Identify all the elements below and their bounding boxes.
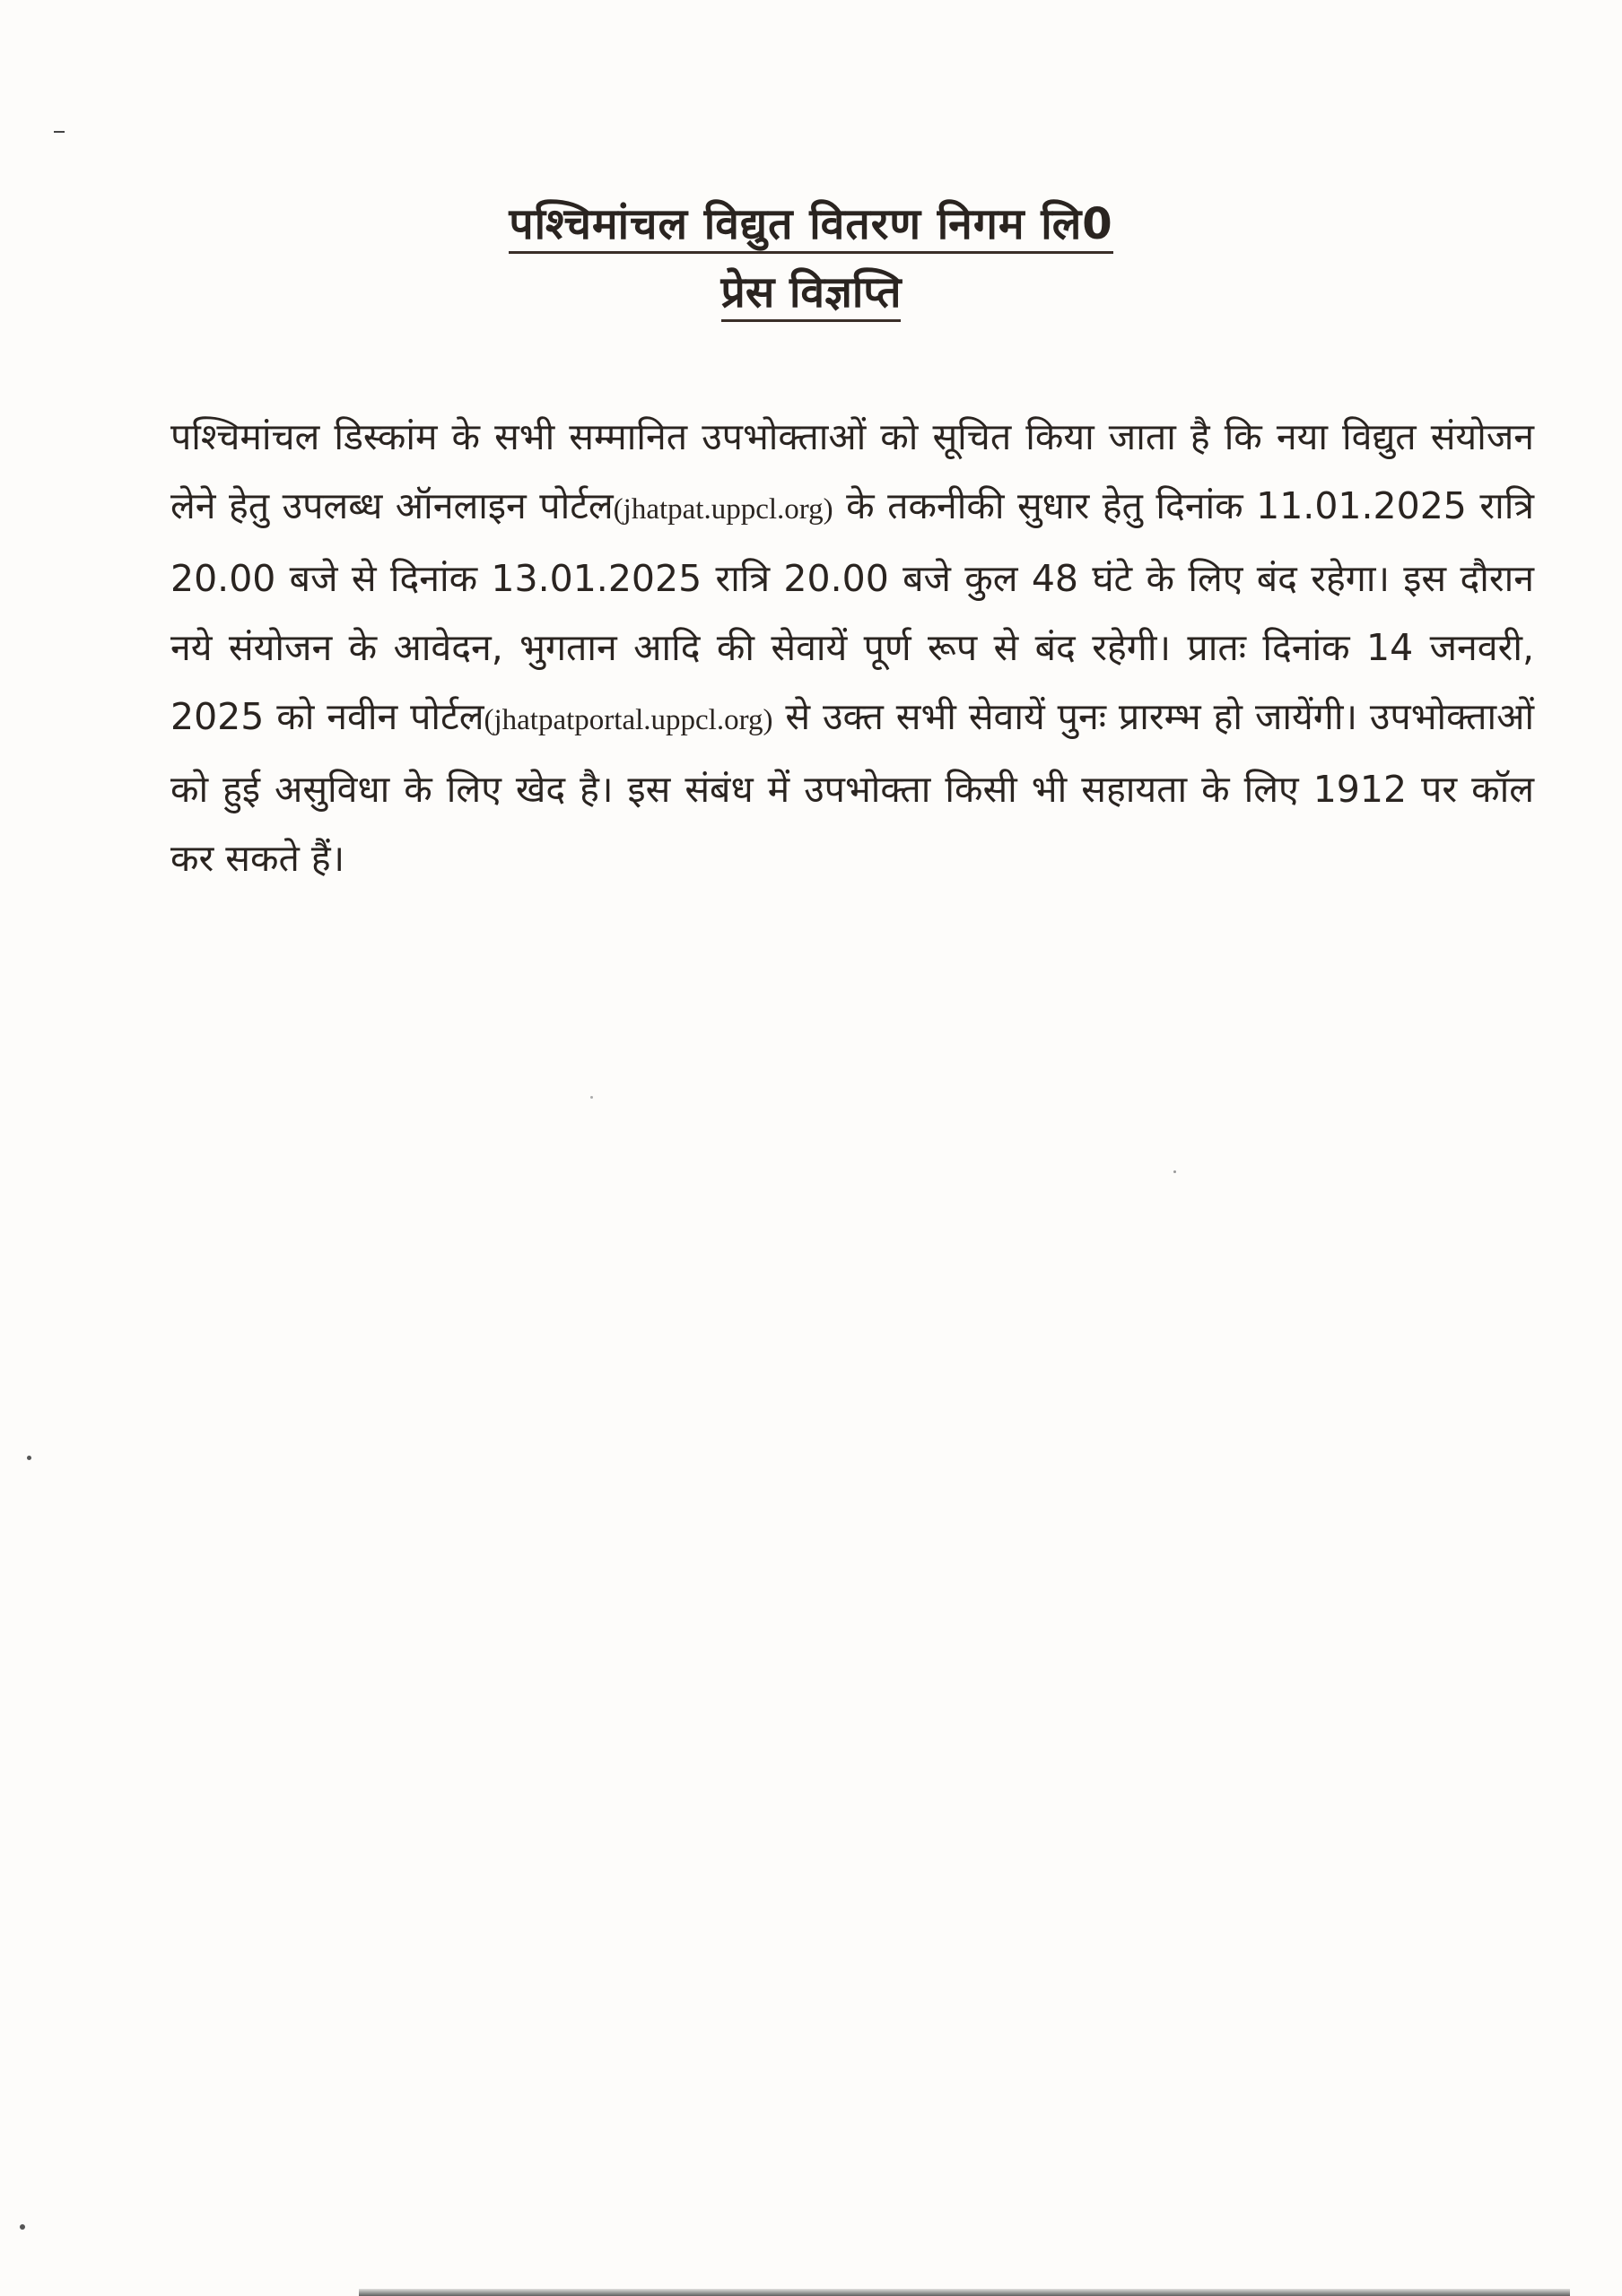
scan-speck [27, 1456, 31, 1460]
scan-speck [590, 1096, 593, 1099]
document-type-text: प्रेस विज्ञप्ति [721, 268, 902, 322]
body-part-2: के तकनीकी सुधार हेतु दिनांक 11.01.2025 रात्रि 20.00 बजे से दिनांक 13.01.2025 रात्रि 20.00 बजे कुल 48 घंटे के लिए बंद रहेगा। इस दौरान नये संयोजन के आवेदन, भुगतान आदि की सेवायें पूर्ण रूप से बंद रहेगी। प्रातः दिनांक 14 जनवरी, 2025 को नवीन पोर्टल [170, 484, 1534, 738]
old-portal-url: (jhatpat.uppcl.org) [613, 493, 833, 526]
document-type-heading [0, 267, 1622, 322]
organization-title-text: पश्चिमांचल विद्युत वितरण निगम लि0 [509, 200, 1112, 254]
scan-speck [1173, 1170, 1176, 1173]
scan-bottom-edge [359, 2289, 1570, 2296]
scan-speck [20, 2224, 25, 2230]
press-release-body [170, 403, 1534, 893]
body-part-3: से उक्त सभी सेवायें पुनः प्रारम्भ हो जायेंगी। उपभोक्ताओं को हुई असुविधा के लिए खेद है। इस संबंध में उपभोक्ता किसी भी सहायता के लिए 1912 पर कॉल कर सकते हैं। [170, 695, 1534, 880]
scan-mark [54, 131, 65, 133]
new-portal-url: (jhatpatportal.uppcl.org) [484, 704, 773, 736]
body-part-1: पश्चिमांचल डिस्कांम के सभी सम्मानित उपभोक्ताओं को सूचित किया जाता है कि नया विद्युत संयोजन लेने हेतु उपलब्ध ऑनलाइन पोर्टल [170, 415, 1534, 527]
organization-title [0, 199, 1622, 254]
